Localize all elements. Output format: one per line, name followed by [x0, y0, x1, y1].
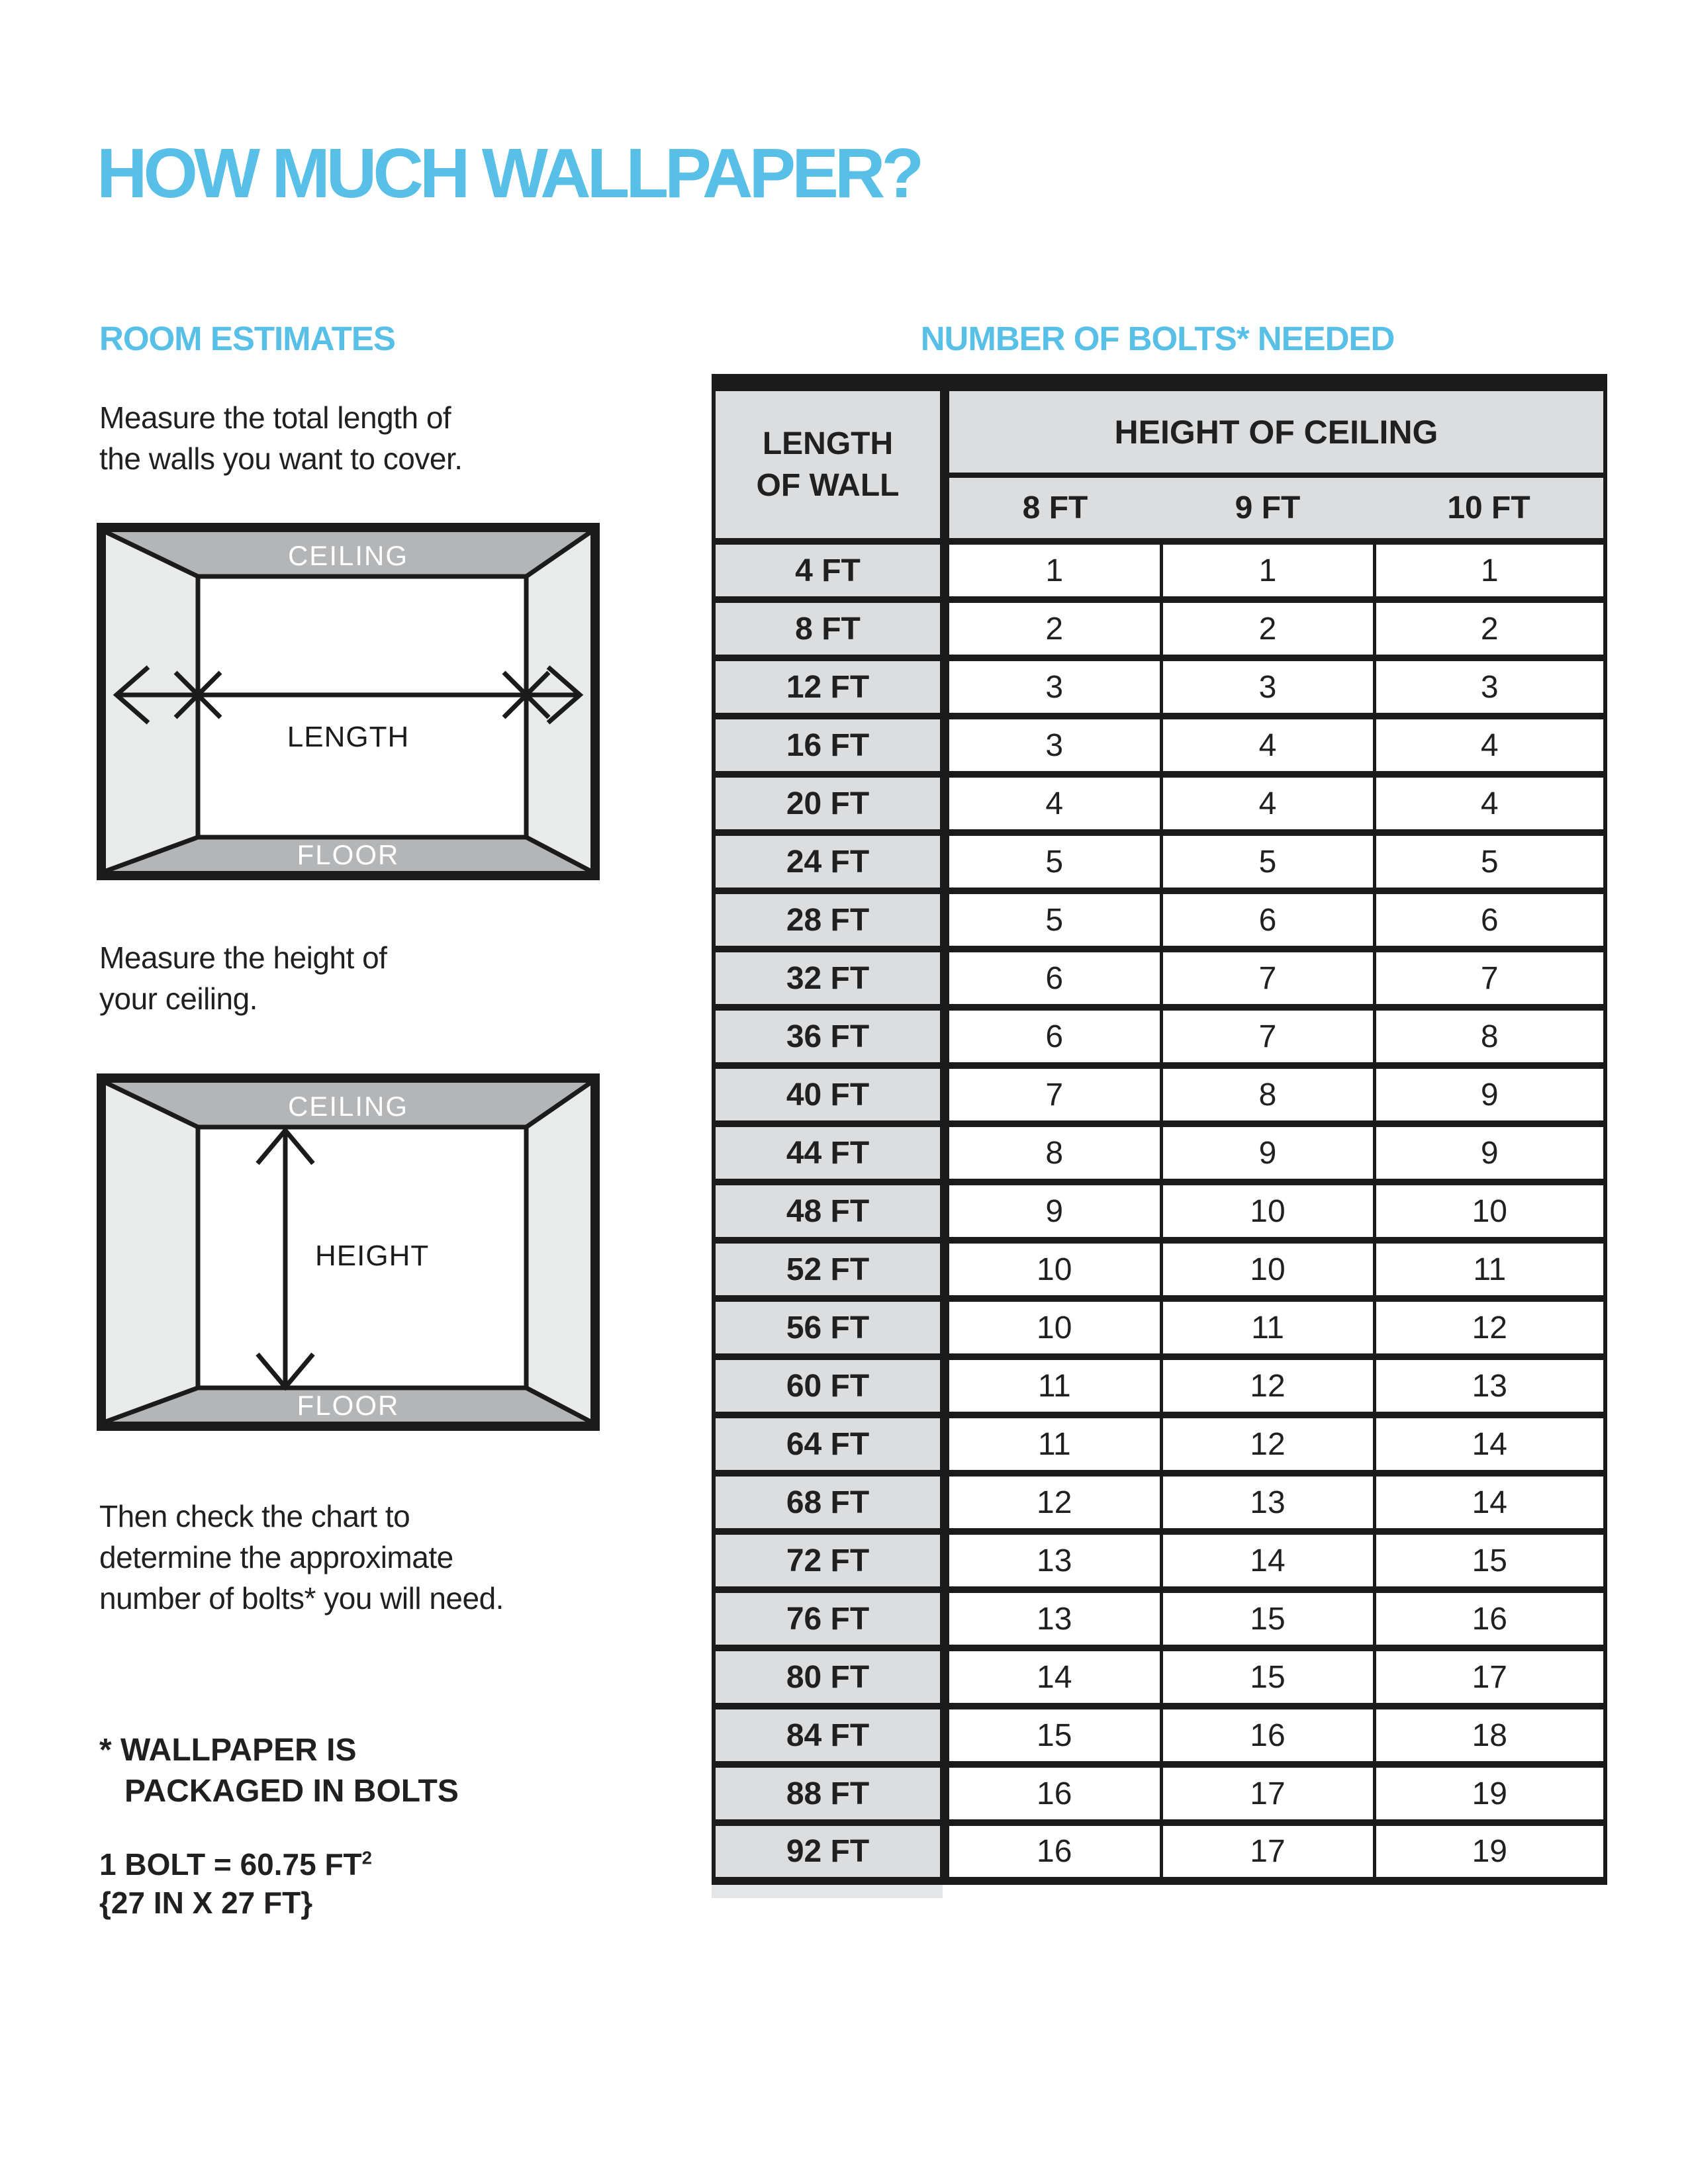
cell-8ft: 3 [945, 658, 1161, 716]
row-label: 88 FT [714, 1764, 945, 1823]
cell-10ft: 2 [1374, 600, 1605, 658]
wallpaper-bolts-footnote [99, 1730, 459, 1812]
instruction-step-1-line-1: Measure the total length of [99, 400, 451, 435]
cell-8ft: 5 [945, 891, 1161, 949]
ceiling-label: CEILING [287, 1091, 409, 1122]
row-label: 4 FT [714, 541, 945, 600]
room-length-diagram-svg [97, 523, 600, 880]
room-estimates-heading: ROOM ESTIMATES [99, 320, 395, 357]
row-label: 84 FT [714, 1706, 945, 1764]
cell-9ft: 6 [1161, 891, 1374, 949]
column-header-9ft: 9 FT [1161, 475, 1374, 541]
ceiling-label: CEILING [287, 540, 409, 571]
table-row [714, 1007, 1605, 1066]
cell-8ft: 13 [945, 1531, 1161, 1590]
cell-8ft: 5 [945, 833, 1161, 891]
cell-9ft: 4 [1161, 774, 1374, 833]
left-wall-surface [106, 1083, 198, 1422]
column-header-8ft: 8 FT [945, 475, 1161, 541]
cell-8ft: 14 [945, 1648, 1161, 1706]
row-label: 36 FT [714, 1007, 945, 1066]
table-row [714, 1590, 1605, 1648]
cell-9ft: 15 [1161, 1590, 1374, 1648]
cell-10ft: 4 [1374, 774, 1605, 833]
bolts-table-container [712, 374, 1603, 1885]
row-label: 76 FT [714, 1590, 945, 1648]
bolt-size-superscript: 2 [361, 1847, 373, 1868]
cell-9ft: 11 [1161, 1298, 1374, 1357]
row-label: 68 FT [714, 1473, 945, 1531]
table-row [714, 949, 1605, 1007]
cell-10ft: 6 [1374, 891, 1605, 949]
cell-9ft: 12 [1161, 1415, 1374, 1473]
instruction-step-2-line-1: Measure the height of [99, 940, 387, 975]
cell-9ft: 15 [1161, 1648, 1374, 1706]
footnote-line-2: PACKAGED IN BOLTS [124, 1774, 459, 1809]
table-row [714, 600, 1605, 658]
cell-8ft: 11 [945, 1415, 1161, 1473]
cell-10ft: 9 [1374, 1066, 1605, 1124]
row-label: 60 FT [714, 1357, 945, 1415]
cell-10ft: 11 [1374, 1240, 1605, 1298]
row-label: 8 FT [714, 600, 945, 658]
cell-9ft: 17 [1161, 1764, 1374, 1823]
table-row [714, 1298, 1605, 1357]
cell-9ft: 7 [1161, 1007, 1374, 1066]
cell-10ft: 12 [1374, 1298, 1605, 1357]
row-label: 12 FT [714, 658, 945, 716]
row-label: 64 FT [714, 1415, 945, 1473]
row-label: 52 FT [714, 1240, 945, 1298]
instruction-step-1-line-2: the walls you want to cover. [99, 441, 463, 476]
cell-8ft: 11 [945, 1357, 1161, 1415]
cell-10ft: 1 [1374, 541, 1605, 600]
table-row [714, 774, 1605, 833]
cell-9ft: 16 [1161, 1706, 1374, 1764]
cell-9ft: 10 [1161, 1240, 1374, 1298]
cell-10ft: 8 [1374, 1007, 1605, 1066]
row-label: 48 FT [714, 1182, 945, 1240]
cell-9ft: 5 [1161, 833, 1374, 891]
cell-8ft: 10 [945, 1240, 1161, 1298]
back-wall [198, 576, 526, 837]
cell-8ft: 6 [945, 949, 1161, 1007]
cell-9ft: 7 [1161, 949, 1374, 1007]
row-label: 92 FT [714, 1823, 945, 1881]
table-row [714, 891, 1605, 949]
cell-10ft: 14 [1374, 1415, 1605, 1473]
cell-10ft: 15 [1374, 1531, 1605, 1590]
bolt-size-text: 1 BOLT = 60.75 FT [99, 1847, 362, 1882]
row-header-line-1: LENGTH [762, 426, 894, 461]
cell-10ft: 13 [1374, 1357, 1605, 1415]
cell-9ft: 13 [1161, 1473, 1374, 1531]
cell-10ft: 4 [1374, 716, 1605, 774]
table-row [714, 1648, 1605, 1706]
cell-9ft: 12 [1161, 1357, 1374, 1415]
row-label: 44 FT [714, 1124, 945, 1182]
table-row [714, 541, 1605, 600]
row-label: 32 FT [714, 949, 945, 1007]
cell-9ft: 9 [1161, 1124, 1374, 1182]
floor-label: FLOOR [297, 1390, 400, 1421]
table-row [714, 1415, 1605, 1473]
column-header-10ft: 10 FT [1374, 475, 1605, 541]
table-row [714, 1706, 1605, 1764]
instruction-step-3-line-1: Then check the chart to [99, 1499, 410, 1533]
bolts-table-header [714, 383, 1605, 541]
cell-8ft: 2 [945, 600, 1161, 658]
table-row [714, 1357, 1605, 1415]
instruction-step-2-line-2: your ceiling. [99, 981, 258, 1016]
table-row [714, 1531, 1605, 1590]
bolt-size-line-1 [99, 1845, 372, 1884]
row-label: 40 FT [714, 1066, 945, 1124]
cell-8ft: 1 [945, 541, 1161, 600]
cell-10ft: 10 [1374, 1182, 1605, 1240]
length-label: LENGTH [287, 721, 410, 753]
right-wall-surface [526, 1083, 590, 1422]
cell-10ft: 19 [1374, 1823, 1605, 1881]
table-row [714, 658, 1605, 716]
cell-8ft: 8 [945, 1124, 1161, 1182]
cell-9ft: 4 [1161, 716, 1374, 774]
cell-9ft: 14 [1161, 1531, 1374, 1590]
room-height-diagram [97, 1073, 600, 1431]
cell-9ft: 10 [1161, 1182, 1374, 1240]
bolt-size-line-2: {27 IN X 27 FT} [99, 1886, 313, 1920]
row-label: 56 FT [714, 1298, 945, 1357]
cell-8ft: 4 [945, 774, 1161, 833]
instruction-step-1 [99, 397, 463, 479]
table-body [714, 541, 1605, 1881]
cell-9ft: 8 [1161, 1066, 1374, 1124]
room-length-diagram [97, 523, 600, 880]
floor-label: FLOOR [297, 839, 400, 870]
cell-9ft: 1 [1161, 541, 1374, 600]
cell-10ft: 18 [1374, 1706, 1605, 1764]
group-header-cell: HEIGHT OF CEILING [945, 383, 1605, 475]
cell-8ft: 15 [945, 1706, 1161, 1764]
row-label: 16 FT [714, 716, 945, 774]
cell-8ft: 9 [945, 1182, 1161, 1240]
table-row [714, 1124, 1605, 1182]
instruction-step-3-line-3: number of bolts* you will need. [99, 1581, 504, 1615]
bolt-size-info [99, 1845, 372, 1922]
instruction-step-3 [99, 1496, 504, 1619]
footnote-line-1: * WALLPAPER IS [99, 1733, 357, 1768]
table-bottom-artifact [712, 1885, 943, 1898]
table-row [714, 1182, 1605, 1240]
table-row [714, 1240, 1605, 1298]
cell-10ft: 19 [1374, 1764, 1605, 1823]
cell-9ft: 17 [1161, 1823, 1374, 1881]
row-label: 80 FT [714, 1648, 945, 1706]
cell-8ft: 16 [945, 1764, 1161, 1823]
cell-10ft: 14 [1374, 1473, 1605, 1531]
row-label: 20 FT [714, 774, 945, 833]
row-label: 28 FT [714, 891, 945, 949]
table-row [714, 1823, 1605, 1881]
room-height-diagram-svg [97, 1073, 600, 1431]
cell-8ft: 3 [945, 716, 1161, 774]
cell-10ft: 16 [1374, 1590, 1605, 1648]
row-header-cell [714, 383, 945, 541]
cell-8ft: 13 [945, 1590, 1161, 1648]
cell-10ft: 7 [1374, 949, 1605, 1007]
bolts-table [712, 374, 1607, 1885]
cell-10ft: 3 [1374, 658, 1605, 716]
instruction-step-3-line-2: determine the approximate [99, 1540, 453, 1574]
row-header-line-2: OF WALL [756, 468, 900, 503]
cell-10ft: 5 [1374, 833, 1605, 891]
row-label: 24 FT [714, 833, 945, 891]
table-row [714, 1473, 1605, 1531]
cell-8ft: 7 [945, 1066, 1161, 1124]
cell-10ft: 9 [1374, 1124, 1605, 1182]
bolts-table-heading: NUMBER OF BOLTS* NEEDED [920, 320, 1395, 357]
cell-9ft: 2 [1161, 600, 1374, 658]
instruction-step-2 [99, 937, 387, 1019]
table-row [714, 1764, 1605, 1823]
row-label: 72 FT [714, 1531, 945, 1590]
cell-8ft: 6 [945, 1007, 1161, 1066]
table-row [714, 1066, 1605, 1124]
table-row [714, 716, 1605, 774]
cell-9ft: 3 [1161, 658, 1374, 716]
page-title: HOW MUCH WALLPAPER? [97, 134, 921, 213]
cell-8ft: 16 [945, 1823, 1161, 1881]
cell-8ft: 12 [945, 1473, 1161, 1531]
left-wall-surface [106, 532, 198, 871]
height-label: HEIGHT [315, 1240, 430, 1272]
cell-8ft: 10 [945, 1298, 1161, 1357]
cell-10ft: 17 [1374, 1648, 1605, 1706]
table-row [714, 833, 1605, 891]
